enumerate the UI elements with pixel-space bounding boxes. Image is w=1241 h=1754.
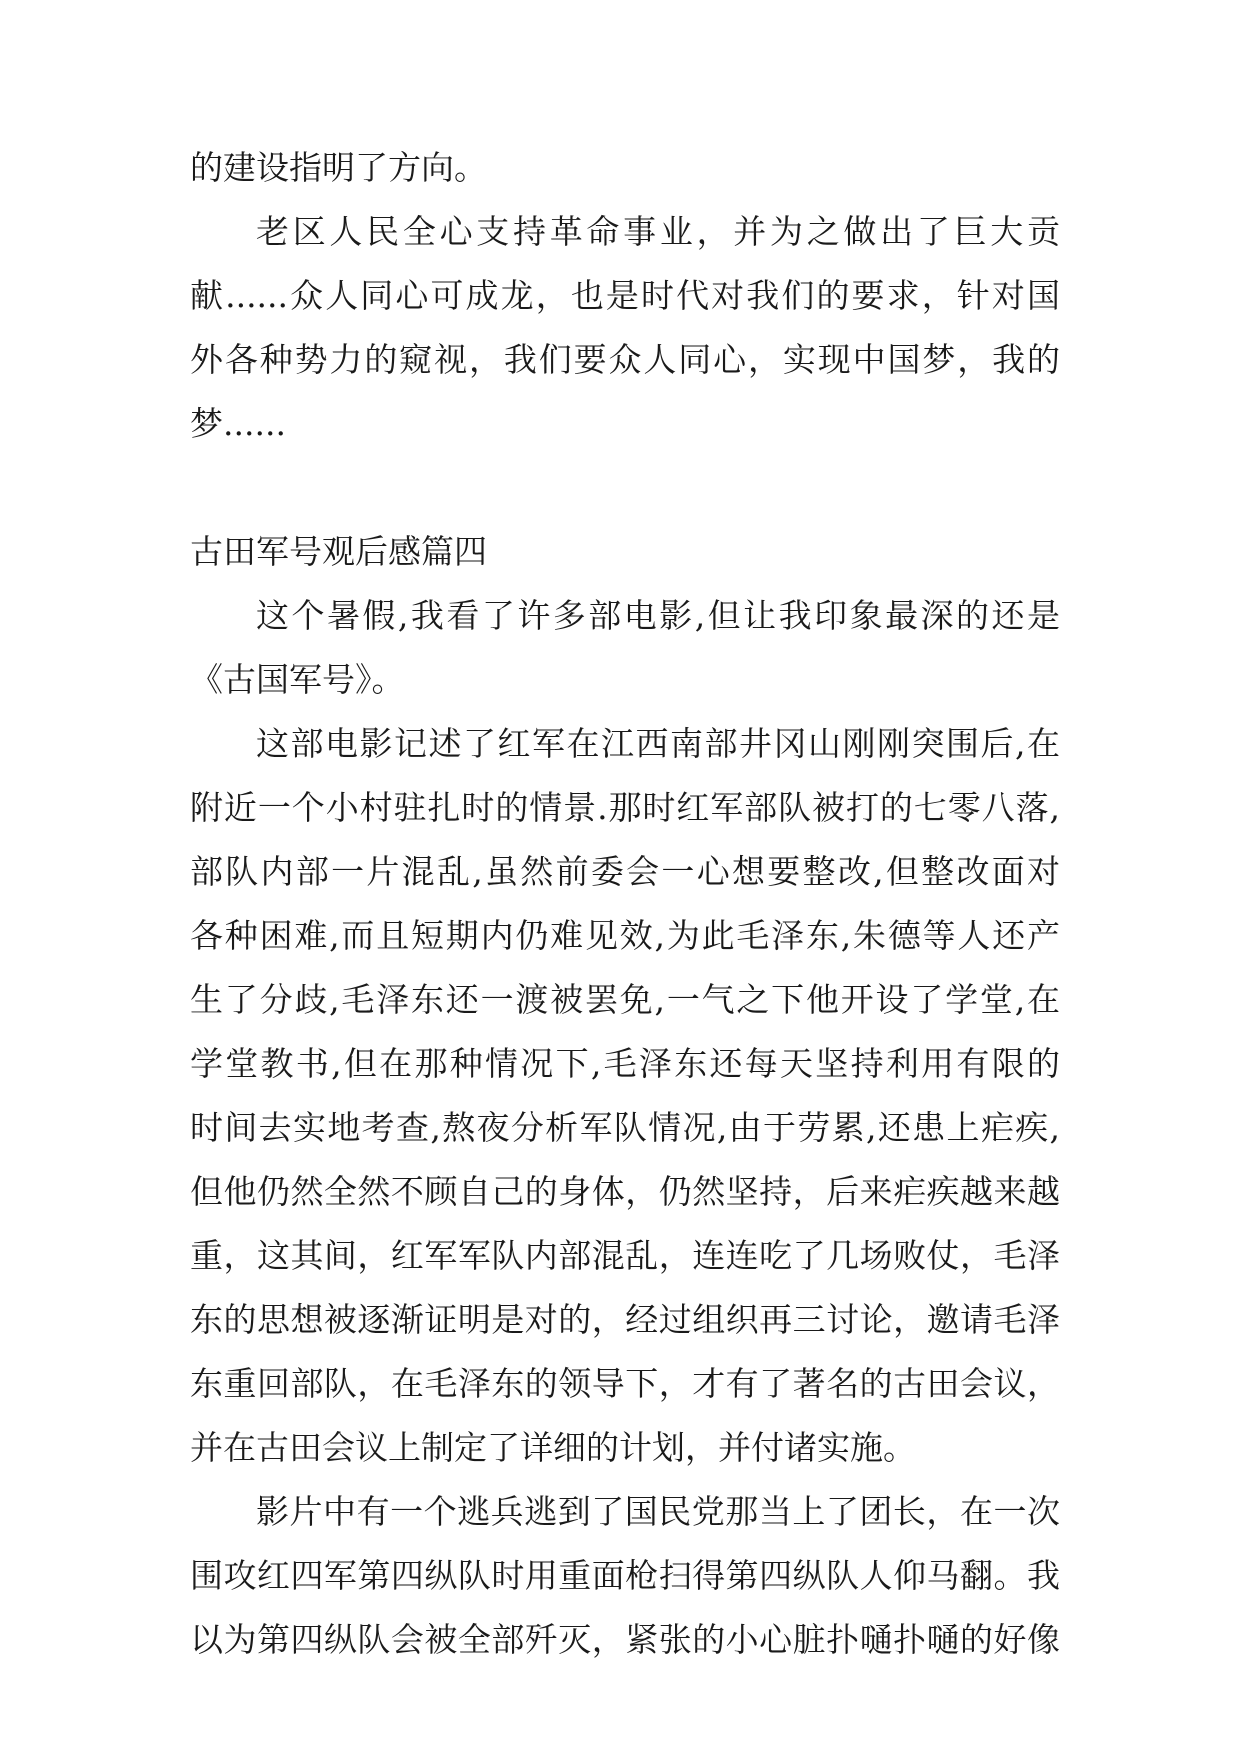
paragraph-line: 梦...... <box>190 404 286 443</box>
paragraph-line: 附近一个小村驻扎时的情景.那时红军部队被打的七零八落, <box>190 788 1060 827</box>
paragraph-line: 但他仍然全然不顾自己的身体，仍然坚持，后来疟疾越来越 <box>190 1172 1060 1211</box>
paragraph-line: 外各种势力的窥视，我们要众人同心，实现中国梦，我的 <box>190 340 1060 379</box>
paragraph-line: 影片中有一个逃兵逃到了国民党那当上了团长，在一次 <box>256 1492 1060 1531</box>
paragraph-line: 东重回部队，在毛泽东的领导下，才有了著名的古田会议， <box>190 1364 1060 1403</box>
paragraph-line: 学堂教书,但在那种情况下,毛泽东还每天坚持利用有限的 <box>190 1044 1060 1083</box>
paragraph-line: 围攻红四军第四纵队时用重面枪扫得第四纵队人仰马翻。我 <box>190 1556 1060 1595</box>
paragraph-line: 时间去实地考查,熬夜分析军队情况,由于劳累,还患上疟疾, <box>190 1108 1060 1147</box>
section-heading: 古田军号观后感篇四 <box>190 532 487 571</box>
paragraph-line: 《古国军号》。 <box>190 660 405 699</box>
paragraph-line: 重，这其间，红军军队内部混乱，连连吃了几场败仗，毛泽 <box>190 1236 1060 1275</box>
paragraph-line: 老区人民全心支持革命事业，并为之做出了巨大贡 <box>256 212 1060 251</box>
paragraph-line: 东的思想被逐渐证明是对的，经过组织再三讨论，邀请毛泽 <box>190 1300 1060 1339</box>
paragraph-line: 以为第四纵队会被全部歼灭，紧张的小心脏扑嗵扑嗵的好像 <box>190 1620 1060 1659</box>
paragraph-line: 的建设指明了方向。 <box>190 148 487 187</box>
paragraph-line: 这部电影记述了红军在江西南部井冈山刚刚突围后,在 <box>256 724 1060 763</box>
paragraph-line: 献......众人同心可成龙，也是时代对我们的要求，针对国 <box>190 276 1060 315</box>
paragraph-line: 部队内部一片混乱,虽然前委会一心想要整改,但整改面对 <box>190 852 1060 891</box>
paragraph-line: 并在古田会议上制定了详细的计划，并付诸实施。 <box>190 1428 916 1467</box>
paragraph-line: 生了分歧,毛泽东还一渡被罢免,一气之下他开设了学堂,在 <box>190 980 1060 1019</box>
paragraph-line: 这个暑假,我看了许多部电影,但让我印象最深的还是 <box>256 596 1060 635</box>
paragraph-line: 各种困难,而且短期内仍难见效,为此毛泽东,朱德等人还产 <box>190 916 1060 955</box>
